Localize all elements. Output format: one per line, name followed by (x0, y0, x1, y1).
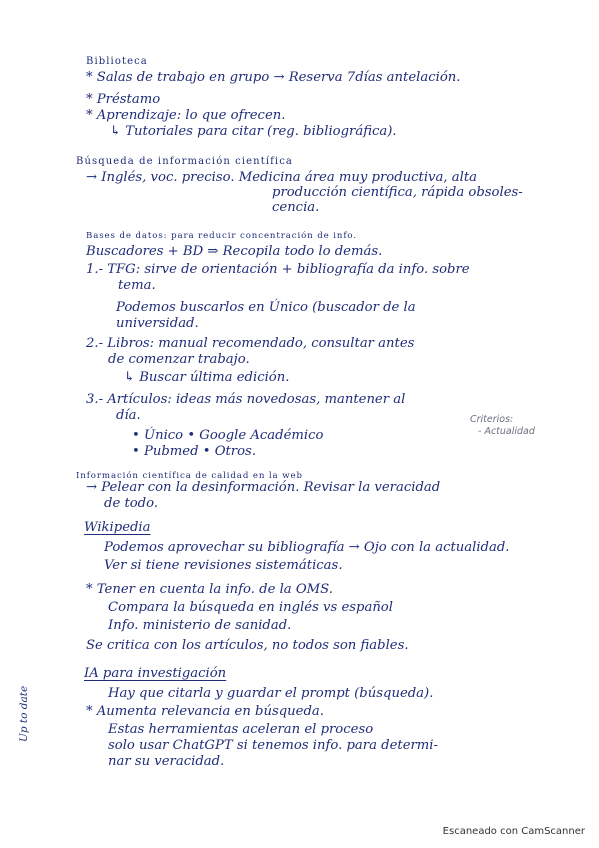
note-line: Buscadores + BD ⇒ Recopila todo lo demás. (86, 244, 383, 259)
note-line: 3.- Artículos: ideas más novedosas, mantener al (86, 392, 406, 407)
note-line: producción científica, rápida obsoles- (272, 185, 523, 200)
heading-biblioteca: Biblioteca (86, 56, 148, 67)
note-line: ↳ Tutoriales para citar (reg. bibliográfica). (110, 124, 397, 139)
note-line: de comenzar trabajo. (108, 352, 250, 367)
note-line: Podemos buscarlos en Único (buscador de la (116, 300, 416, 315)
note-line: Hay que citarla y guardar el prompt (búsqueda). (108, 686, 434, 701)
heading-ia: IA para investigación (84, 666, 227, 681)
note-line: ↳ Buscar última edición. (124, 370, 290, 385)
note-line: solo usar ChatGPT si tenemos info. para determi- (108, 738, 438, 753)
note-line: 2.- Libros: manual recomendado, consultar antes (86, 336, 415, 351)
heading-bases-de-datos: Bases de datos: para reducir concentración de info. (86, 231, 357, 241)
note-line: * Préstamo (86, 92, 161, 107)
note-line: * Aumenta relevancia en búsqueda. (86, 704, 324, 719)
note-line: • Único • Google Académico (132, 428, 324, 443)
note-line: * Salas de trabajo en grupo → Reserva 7días antelación. (86, 70, 461, 85)
note-line: Info. ministerio de sanidad. (108, 618, 292, 633)
note-line: Podemos aprovechar su bibliografía → Ojo con la actualidad. (104, 540, 510, 555)
margin-note: Criterios: (470, 414, 514, 425)
note-line: Estas herramientas aceleran el proceso (108, 722, 374, 737)
note-line: → Pelear con la desinformación. Revisar la veracidad (86, 480, 441, 495)
heading-busqueda: Búsqueda de información científica (76, 156, 293, 167)
note-line: universidad. (116, 316, 199, 331)
note-line: tema. (118, 278, 156, 293)
scanner-watermark: Escaneado con CamScanner (442, 826, 585, 837)
heading-info-web: Información científica de calidad en la web (76, 471, 303, 481)
note-line: Compara la búsqueda en inglés vs español (108, 600, 393, 615)
note-line: día. (116, 408, 141, 423)
note-line: 1.- TFG: sirve de orientación + bibliografía da info. sobre (86, 262, 470, 277)
note-line: cencia. (272, 200, 320, 215)
note-line: nar su veracidad. (108, 754, 225, 769)
note-line: • Pubmed • Otros. (132, 444, 257, 459)
margin-note: - Actualidad (478, 426, 535, 437)
note-line: Se critica con los artículos, no todos son fiables. (86, 638, 409, 653)
note-line: de todo. (104, 496, 159, 511)
heading-wikipedia: Wikipedia (84, 520, 151, 535)
note-line: * Tener en cuenta la info. de la OMS. (86, 582, 333, 597)
note-line: → Inglés, voc. preciso. Medicina área muy productiva, alta (86, 170, 477, 185)
note-line: * Aprendizaje: lo que ofrecen. (86, 108, 286, 123)
side-note: Up to date (18, 685, 30, 742)
note-line: Ver si tiene revisiones sistemáticas. (104, 558, 343, 573)
